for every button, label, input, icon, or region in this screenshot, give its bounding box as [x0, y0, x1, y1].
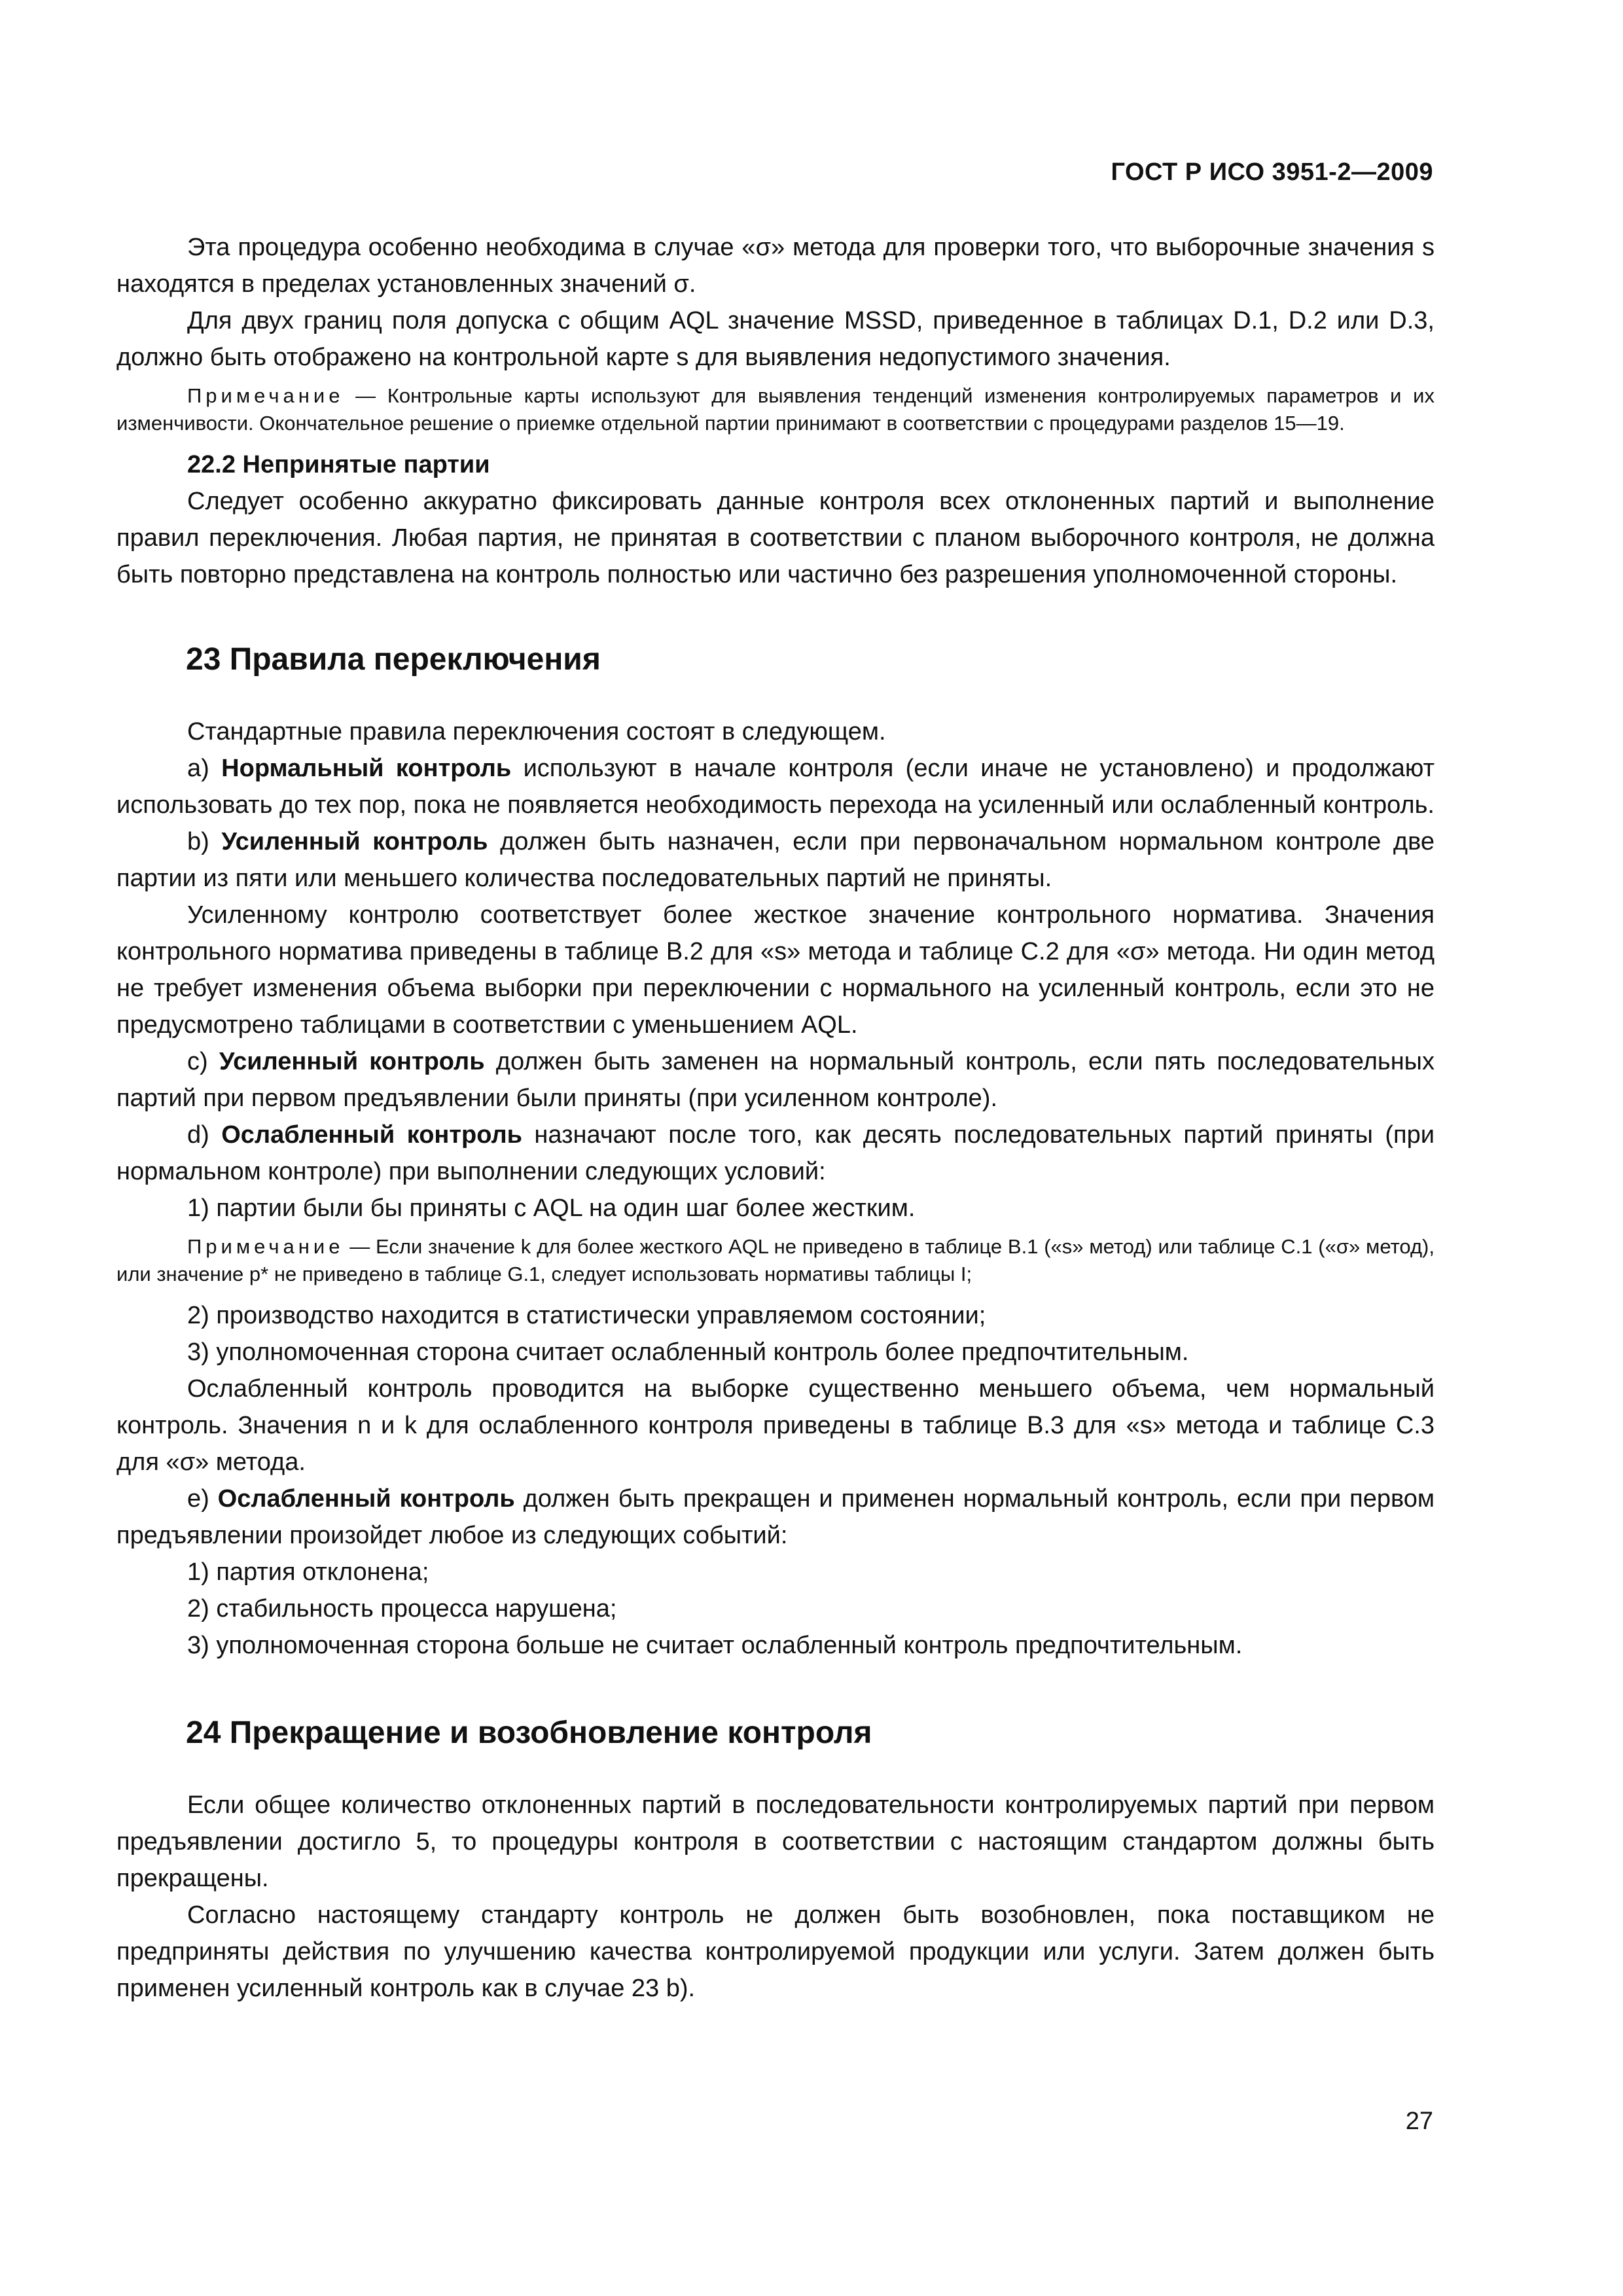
item-text: назначают после того, как десять последовательных партий приняты (при нормальном контроле) при выполнении следующих условий: — [116, 1121, 1435, 1185]
item-prefix: a) — [187, 755, 222, 782]
paragraph: Эта процедура особенно необходима в случае «σ» метода для проверки того, что выборочные значения s находятся в пределах установленных значений σ. — [116, 234, 1435, 298]
list-item: 1) партии были бы приняты с AQL на один шаг более жестким. — [187, 1194, 916, 1222]
list-item: 2) производство находится в статистически управляемом состоянии; — [187, 1302, 986, 1329]
item-text: должен быть заменен на нормальный контроль, если пять последовательных партий при первом предъявлении были приняты (при усиленном контроле). — [116, 1048, 1435, 1112]
item-text: должен быть назначен, если при первоначальном нормальном контроле две партии из пяти или меньшего количества последовательных партий не приняты. — [116, 828, 1435, 892]
list-item-a — [116, 750, 1435, 823]
term-bold: Ослабленный контроль — [221, 1121, 522, 1149]
list-item: 1) партия отклонена; — [187, 1558, 429, 1586]
item-prefix: c) — [187, 1048, 219, 1075]
item-prefix: b) — [187, 828, 222, 855]
section-title: 23 Правила переключения — [186, 642, 601, 677]
list-item-d — [116, 1117, 1435, 1190]
section-title: 24 Прекращение и возобновление контроля — [186, 1715, 872, 1750]
page-number: 27 — [1405, 2108, 1433, 2135]
list-item: 2) стабильность процесса нарушена; — [187, 1595, 617, 1623]
list-item: 3) уполномоченная сторона считает ослабленный контроль более предпочтительным. — [187, 1338, 1189, 1366]
item-prefix: d) — [187, 1121, 222, 1149]
note-text: — Контрольные карты используют для выявления тенденций изменения контролируемых параметров и их изменчивости. Окончательное решение о приемке отдельной партии принимают в соответствии с процедурами разделов 15—19. — [116, 384, 1435, 435]
list-item: 3) уполномоченная сторона больше не считает ослабленный контроль предпочтительным. — [187, 1632, 1243, 1659]
note-label: Примечание — [187, 1235, 344, 1258]
item-text: должен быть прекращен и применен нормальный контроль, если при первом предъявлении произойдет любое из следующих событий: — [116, 1485, 1435, 1549]
paragraph: Для двух границ поля допуска с общим AQL значение MSSD, приведенное в таблицах D.1, D.2 или D.3, должно быть отображено на контрольной карте s для выявления недопустимого значения. — [116, 307, 1435, 371]
item-text: используют в начале контроля (если иначе не установлено) и продолжают использовать до тех пор, пока не появляется необходимость перехода на усиленный или ослабленный контроль. — [116, 755, 1435, 819]
note — [116, 1233, 1435, 1288]
term-bold: Усиленный контроль — [219, 1048, 485, 1075]
item-prefix: e) — [187, 1485, 218, 1513]
term-bold: Ослабленный контроль — [217, 1485, 515, 1513]
note-text: — Если значение k для более жесткого AQL не приведено в таблице B.1 («s» метод) или таблице C.1 («σ» метод), или значение p* не приведено в таблице G.1, следует использовать нормативы таблицы I; — [116, 1235, 1435, 1285]
subsection-heading: 22.2 Непринятые партии — [187, 451, 490, 478]
document-header: ГОСТ Р ИСО 3951-2—2009 — [1111, 158, 1433, 186]
paragraph: Согласно настоящему стандарту контроль не должен быть возобновлен, пока поставщиком не предприняты действия по улучшению качества контролируемой продукции или услуги. Затем должен быть применен усиленный контроль как в случае 23 b). — [116, 1901, 1435, 2002]
note-label: Примечание — [187, 384, 344, 407]
list-item-b — [116, 823, 1435, 897]
paragraph: Следует особенно аккуратно фиксировать данные контроля всех отклоненных партий и выполнение правил переключения. Любая партия, не принятая в соответствии с планом выборочного контроля, не должна быть повторно представлена на контроль полностью или частично без разрешения уполномоченной стороны. — [116, 488, 1435, 588]
paragraph: Усиленному контролю соответствует более жесткое значение контрольного норматива. Значения контрольного норматива приведены в таблице B.2 для «s» метода и таблице C.2 для «σ» метода. Ни один метод не требует изменения объема выборки при переключении с нормального на усиленный контроль, если это не предусмотрено таблицами в соответствии с уменьшением AQL. — [116, 901, 1435, 1039]
term-bold: Усиленный контроль — [221, 828, 488, 855]
paragraph: Если общее количество отклоненных партий в последовательности контролируемых партий при первом предъявлении достигло 5, то процедуры контроля в соответствии с настоящим стандартом должны быть прекращены. — [116, 1791, 1435, 1892]
term-bold: Нормальный контроль — [221, 755, 512, 782]
note — [116, 382, 1435, 437]
paragraph: Стандартные правила переключения состоят в следующем. — [187, 718, 886, 745]
paragraph: Ослабленный контроль проводится на выборке существенно меньшего объема, чем нормальный контроль. Значения n и k для ослабленного контроля приведены в таблице B.3 для «s» метода и таблице C.3 для «σ» метода. — [116, 1375, 1435, 1476]
page-content — [116, 229, 1435, 2007]
list-item-c — [116, 1043, 1435, 1117]
list-item-e — [116, 1480, 1435, 1554]
